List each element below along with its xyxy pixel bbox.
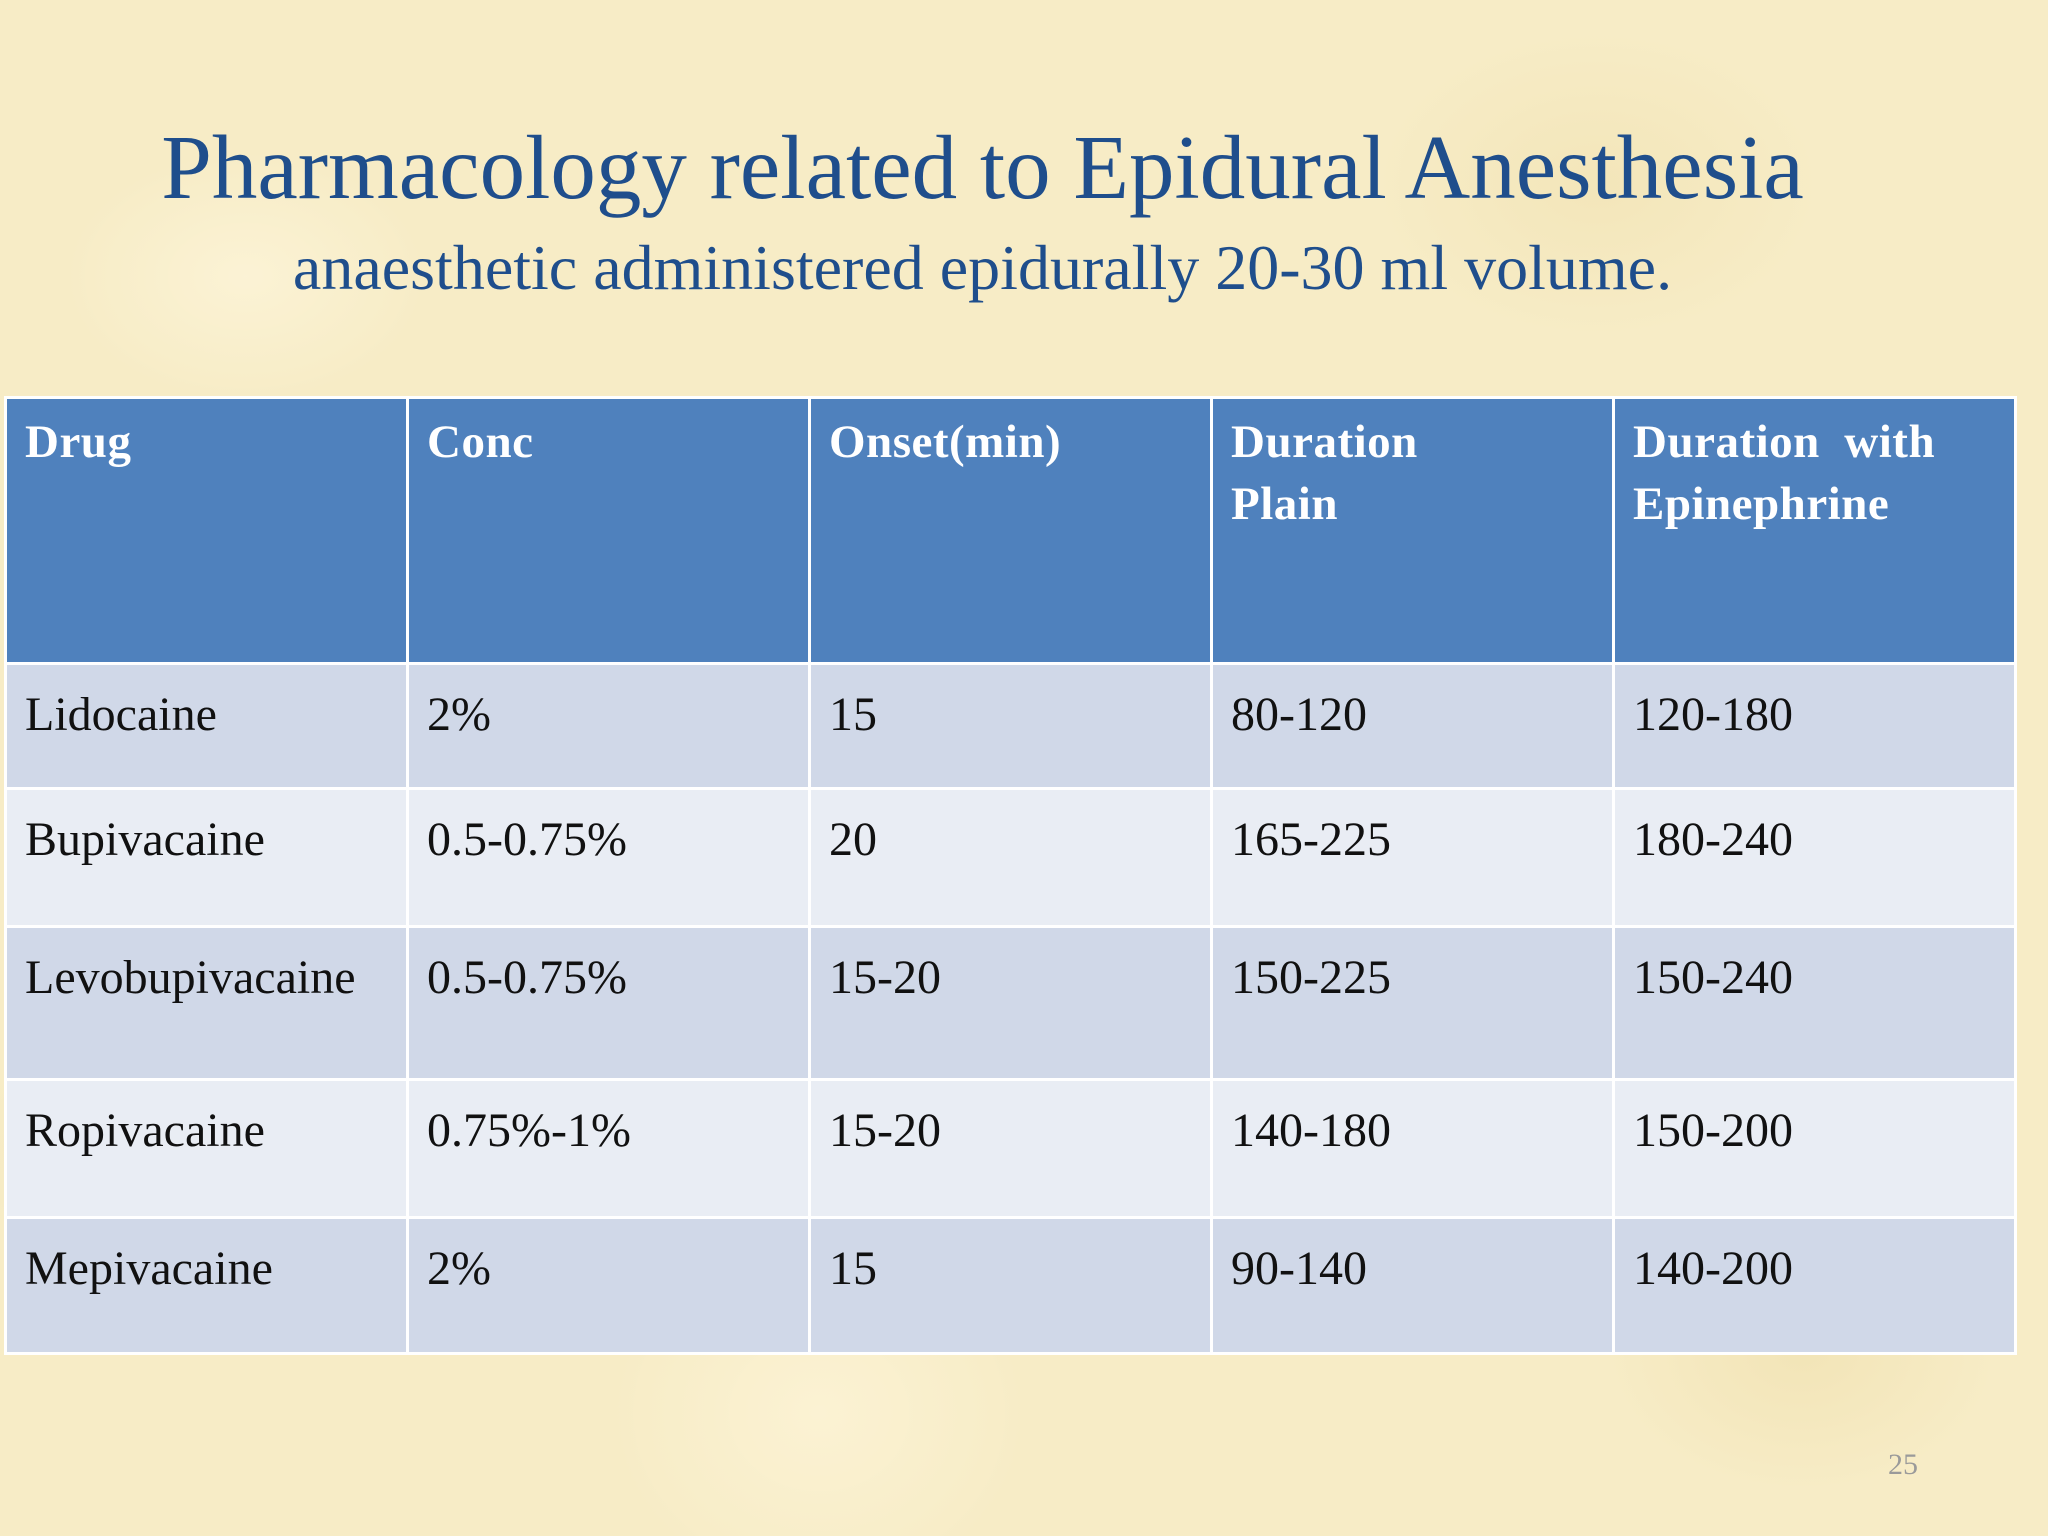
cell-conc: 2% [408,1218,810,1354]
cell-onset: 20 [810,789,1212,927]
slide-subtitle: anaesthetic administered epidurally 20-30 ml volume. [292,232,1673,303]
cell-drug: Lidocaine [6,664,408,789]
cell-drug: Mepivacaine [6,1218,408,1354]
cell-conc: 0.5-0.75% [408,789,810,927]
header-duration-epinephrine-line1: Duration with [1633,416,1936,468]
drug-table [4,396,2017,1355]
header-onset [810,398,1212,664]
cell-duration-plain: 150-225 [1212,927,1614,1080]
cell-onset: 15 [810,1218,1212,1354]
header-conc-label: Conc [427,416,534,468]
header-duration-plain-line2: Plain [1231,478,1338,530]
cell-duration-plain: 140-180 [1212,1080,1614,1218]
cell-drug: Bupivacaine [6,789,408,927]
cell-duration-epinephrine: 120-180 [1614,664,2016,789]
header-onset-label: Onset(min) [829,416,1062,468]
header-duration-epinephrine [1614,398,2016,664]
cell-drug: Levobupivacaine [6,927,408,1080]
cell-conc: 2% [408,664,810,789]
table-header-row [6,398,2016,664]
cell-duration-plain: 80-120 [1212,664,1614,789]
cell-onset: 15-20 [810,1080,1212,1218]
slide-title: Pharmacology related to Epidural Anesthesia [161,117,1804,218]
table-row [6,1080,2016,1218]
cell-conc: 0.5-0.75% [408,927,810,1080]
header-drug [6,398,408,664]
cell-duration-epinephrine: 140-200 [1614,1218,2016,1354]
table-row [6,789,2016,927]
cell-duration-epinephrine: 180-240 [1614,789,2016,927]
cell-onset: 15 [810,664,1212,789]
header-conc [408,398,810,664]
table-row [6,1218,2016,1354]
cell-conc: 0.75%-1% [408,1080,810,1218]
header-duration-epinephrine-line2: Epinephrine [1633,478,1890,530]
table-row [6,927,2016,1080]
cell-duration-plain: 90-140 [1212,1218,1614,1354]
header-duration-plain-line1: Duration [1231,416,1418,468]
page-number: 25 [1888,1448,1918,1481]
cell-duration-epinephrine: 150-240 [1614,927,2016,1080]
cell-onset: 15-20 [810,927,1212,1080]
table-row [6,664,2016,789]
cell-drug: Ropivacaine [6,1080,408,1218]
cell-duration-epinephrine: 150-200 [1614,1080,2016,1218]
header-duration-plain [1212,398,1614,664]
cell-duration-plain: 165-225 [1212,789,1614,927]
header-drug-label: Drug [25,416,132,468]
